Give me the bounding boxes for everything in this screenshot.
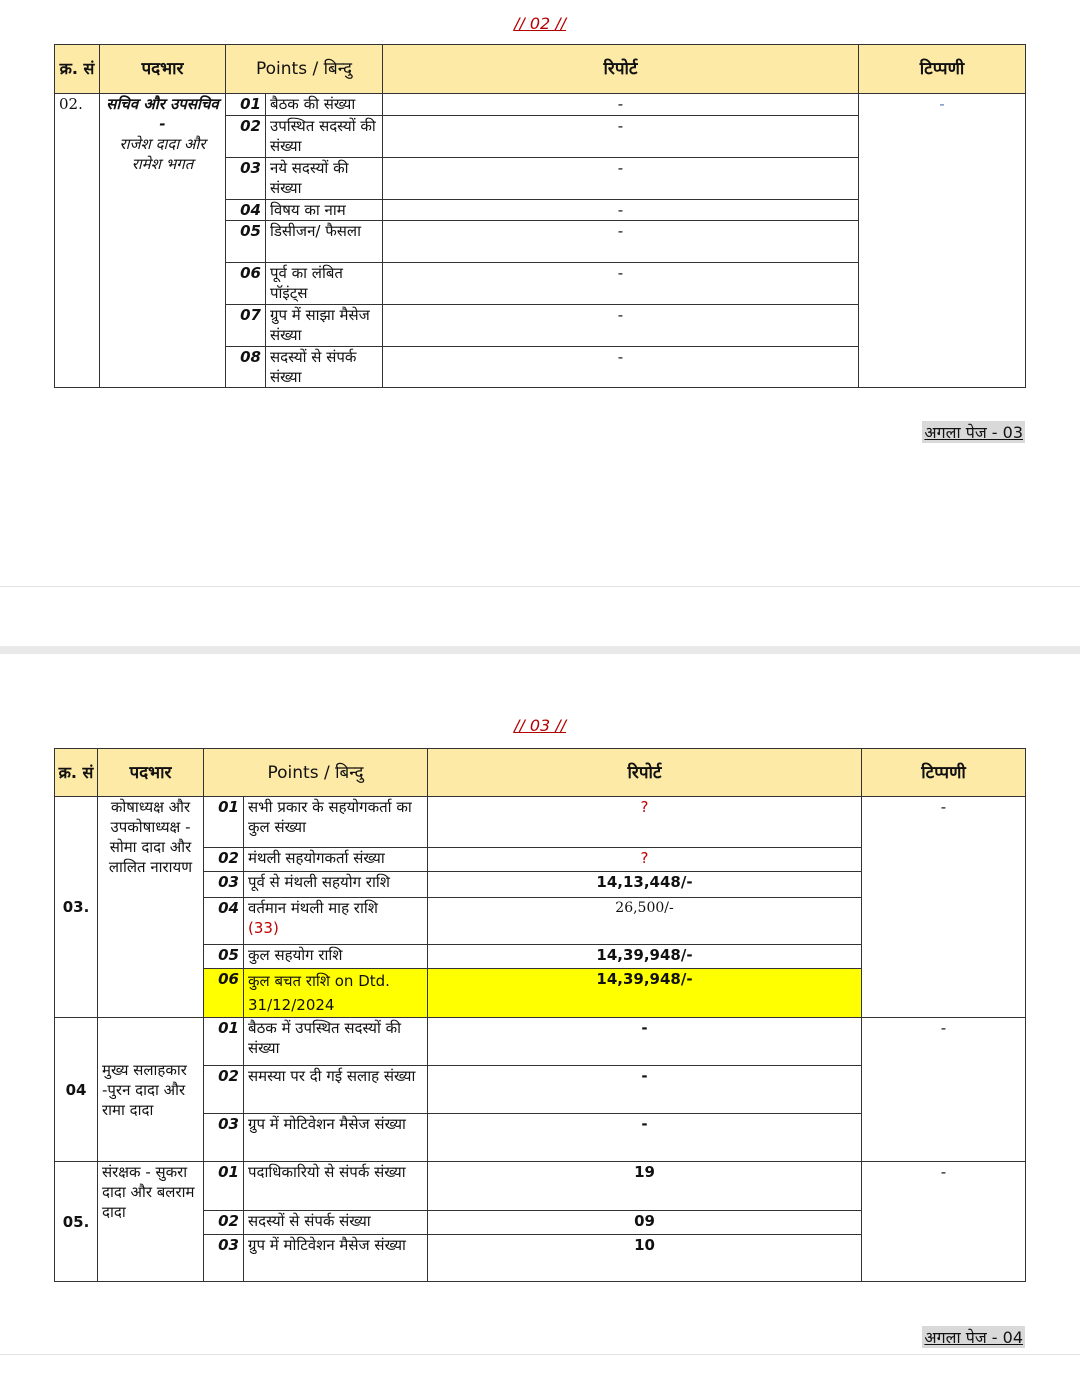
header-points: Points / बिन्दु xyxy=(204,749,428,797)
page-03 xyxy=(0,654,1080,1387)
header-remark: टिप्पणी xyxy=(859,45,1026,94)
point-number: 06 xyxy=(226,263,266,305)
point-number: 08 xyxy=(226,347,266,388)
header-post: पदभार xyxy=(98,749,204,797)
point-label: समस्या पर दी गई सलाह संख्या xyxy=(244,1066,428,1114)
report-value: ? xyxy=(428,848,862,872)
office-names: राजेश दादा और रामेश भगत xyxy=(119,135,206,173)
point-number: 02 xyxy=(226,116,266,158)
point-number: 07 xyxy=(226,305,266,347)
point-label: ग्रुप में साझा मैसेज संख्या xyxy=(266,305,383,347)
point-label: पूर्व से मंथली सहयोग राशि xyxy=(244,872,428,898)
serial-number: 05. xyxy=(55,1162,98,1282)
report-value: - xyxy=(383,221,859,263)
point-label: कुल बचत राशि on Dtd. 31/12/2024 xyxy=(244,969,428,1018)
point-label: पदाधिकारियो से संपर्क संख्या xyxy=(244,1162,428,1211)
report-value: - xyxy=(428,1066,862,1114)
header-serial: क्र. सं xyxy=(55,45,100,94)
report-value: 10 xyxy=(428,1235,862,1282)
point-label-text: वर्तमान मंथली माह राशि xyxy=(248,899,378,917)
page-marker: // 03 // xyxy=(513,716,567,735)
serial-number: 02. xyxy=(55,94,100,388)
report-table-page-03 xyxy=(54,748,1026,1282)
point-label: पूर्व का लंबित पॉइंट्स xyxy=(266,263,383,305)
point-label: बैठक की संख्या xyxy=(266,94,383,116)
serial-number: 03. xyxy=(55,797,98,1018)
serial-number: 04 xyxy=(55,1018,98,1162)
point-label: बैठक में उपस्थित सदस्यों की संख्या xyxy=(244,1018,428,1066)
report-value: - xyxy=(383,116,859,158)
point-number: 02 xyxy=(204,848,244,872)
report-value: - xyxy=(428,1018,862,1066)
remark-value: - xyxy=(862,1018,1026,1162)
point-number: 01 xyxy=(204,1162,244,1211)
page-footer-divider xyxy=(0,586,1080,587)
header-report: रिपोर्ट xyxy=(428,749,862,797)
point-label: ग्रुप में मोटिवेशन मैसेज संख्या xyxy=(244,1235,428,1282)
office-bearer xyxy=(100,94,226,388)
office-bearer: संरक्षक - सुकरा दादा और बलराम दादा xyxy=(98,1162,204,1282)
next-page-link[interactable]: अगला पेज - 04 xyxy=(924,1328,1023,1347)
report-value: 19 xyxy=(428,1162,862,1211)
point-label-count: (33) xyxy=(248,919,279,937)
point-label: विषय का नाम xyxy=(266,200,383,221)
report-value: - xyxy=(383,263,859,305)
page-footer-divider xyxy=(0,1354,1080,1355)
header-remark: टिप्पणी xyxy=(862,749,1026,797)
report-value: - xyxy=(383,347,859,388)
remark-value: - xyxy=(859,94,1026,388)
point-number: 02 xyxy=(204,1211,244,1235)
remark-value: - xyxy=(862,1162,1026,1282)
office-title: सचिव और उपसचिव - xyxy=(106,95,219,133)
point-number: 03 xyxy=(204,1235,244,1282)
point-number: 03 xyxy=(204,1114,244,1162)
point-number: 02 xyxy=(204,1066,244,1114)
point-number: 04 xyxy=(226,200,266,221)
header-report: रिपोर्ट xyxy=(383,45,859,94)
header-serial: क्र. सं xyxy=(55,749,98,797)
report-table-page-02 xyxy=(54,44,1026,388)
point-number: 01 xyxy=(204,1018,244,1066)
report-value: 09 xyxy=(428,1211,862,1235)
point-label: उपस्थित सदस्यों की संख्या xyxy=(266,116,383,158)
next-page-link[interactable]: अगला पेज - 03 xyxy=(924,423,1023,442)
point-number: 03 xyxy=(204,872,244,898)
point-label: सभी प्रकार के सहयोगकर्ता का कुल संख्या xyxy=(244,797,428,848)
report-value: 14,39,948/- xyxy=(428,969,862,1018)
header-post: पदभार xyxy=(100,45,226,94)
report-value: 26,500/- xyxy=(428,898,862,945)
office-bearer: कोषाध्यक्ष और उपकोषाध्यक्ष - सोमा दादा और लालित नारायण xyxy=(98,797,204,1018)
report-value: - xyxy=(428,1114,862,1162)
report-value: - xyxy=(383,158,859,200)
point-label xyxy=(244,898,428,945)
report-value: - xyxy=(383,305,859,347)
point-number: 01 xyxy=(204,797,244,848)
point-label: नये सदस्यों की संख्या xyxy=(266,158,383,200)
point-number: 05 xyxy=(204,945,244,969)
report-value: 14,13,448/- xyxy=(428,872,862,898)
point-label: कुल सहयोग राशि xyxy=(244,945,428,969)
remark-value: - xyxy=(862,797,1026,1018)
point-number: 06 xyxy=(204,969,244,1018)
header-points: Points / बिन्दु xyxy=(226,45,383,94)
point-number: 05 xyxy=(226,221,266,263)
report-value: 14,39,948/- xyxy=(428,945,862,969)
point-label: सदस्यों से संपर्क संख्या xyxy=(266,347,383,388)
office-bearer: मुख्य सलाहकार -पुरन दादा और रामा दादा xyxy=(98,1018,204,1162)
report-value: ? xyxy=(428,797,862,848)
point-label: डिसीजन/ फैसला xyxy=(266,221,383,263)
point-label: मंथली सहयोगकर्ता संख्या xyxy=(244,848,428,872)
report-value: - xyxy=(383,200,859,221)
page-marker: // 02 // xyxy=(513,14,567,33)
report-value: - xyxy=(383,94,859,116)
point-number: 01 xyxy=(226,94,266,116)
point-label: ग्रुप में मोटिवेशन मैसेज संख्या xyxy=(244,1114,428,1162)
point-number: 03 xyxy=(226,158,266,200)
point-label: सदस्यों से संपर्क संख्या xyxy=(244,1211,428,1235)
page-02 xyxy=(0,0,1080,646)
point-number: 04 xyxy=(204,898,244,945)
